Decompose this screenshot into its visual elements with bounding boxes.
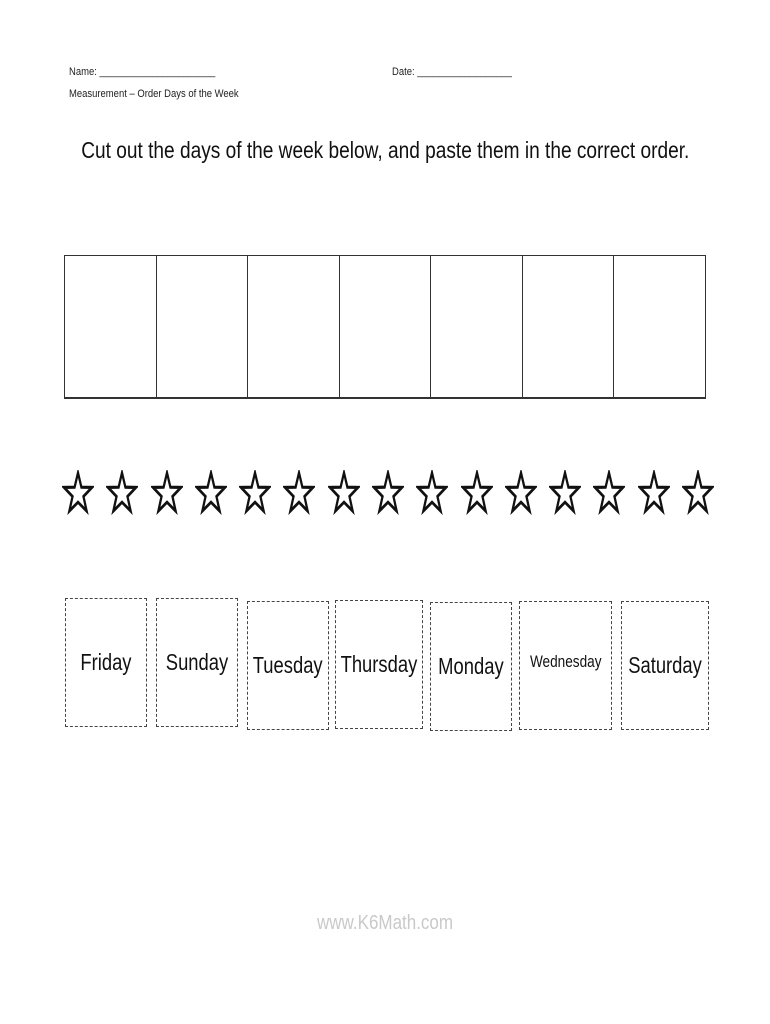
day-card-label: Monday	[438, 653, 504, 679]
answer-box	[340, 256, 432, 397]
day-card-1	[65, 598, 147, 727]
day-card-label: Thursday	[340, 651, 418, 677]
answer-box	[65, 256, 157, 397]
star-icon	[195, 470, 227, 516]
day-card-6	[519, 601, 612, 730]
day-card-5	[430, 602, 512, 731]
day-card-2	[156, 598, 238, 727]
instruction-label: Cut out the days of the week below, and paste them in the correct order.	[80, 137, 690, 163]
day-card-label: Sunday	[165, 649, 229, 675]
answer-box	[157, 256, 249, 397]
star-icon	[682, 470, 714, 516]
footer-watermark	[0, 912, 770, 935]
star-icon	[106, 470, 138, 516]
star-icon	[328, 470, 360, 516]
star-icon	[416, 470, 448, 516]
star-icon	[62, 470, 94, 516]
answer-box	[248, 256, 340, 397]
worksheet-subtitle: Measurement – Order Days of the Week	[69, 88, 239, 100]
star-icon	[372, 470, 404, 516]
star-icon	[239, 470, 271, 516]
footer-url: www.K6Math.com	[316, 912, 454, 934]
star-icon	[461, 470, 493, 516]
day-card-7	[621, 601, 709, 730]
star-divider	[62, 470, 712, 520]
day-card-label: Tuesday	[253, 652, 323, 678]
answer-box	[523, 256, 615, 397]
instruction-text	[0, 137, 770, 164]
day-card-3	[247, 601, 329, 730]
star-icon	[505, 470, 537, 516]
answer-box	[431, 256, 523, 397]
star-icon	[549, 470, 581, 516]
answer-boxes-row	[64, 255, 706, 399]
star-icon	[638, 470, 670, 516]
date-field-line: Date: __________________	[392, 66, 512, 78]
day-card-label: Saturday	[628, 652, 702, 678]
star-icon	[151, 470, 183, 516]
answer-box	[614, 256, 705, 397]
day-card-label: Friday	[80, 649, 132, 675]
day-card-label: Wednesday	[529, 651, 602, 671]
star-icon	[283, 470, 315, 516]
star-icon	[593, 470, 625, 516]
name-field-line: Name: ______________________	[69, 66, 216, 78]
day-card-4	[335, 600, 423, 729]
